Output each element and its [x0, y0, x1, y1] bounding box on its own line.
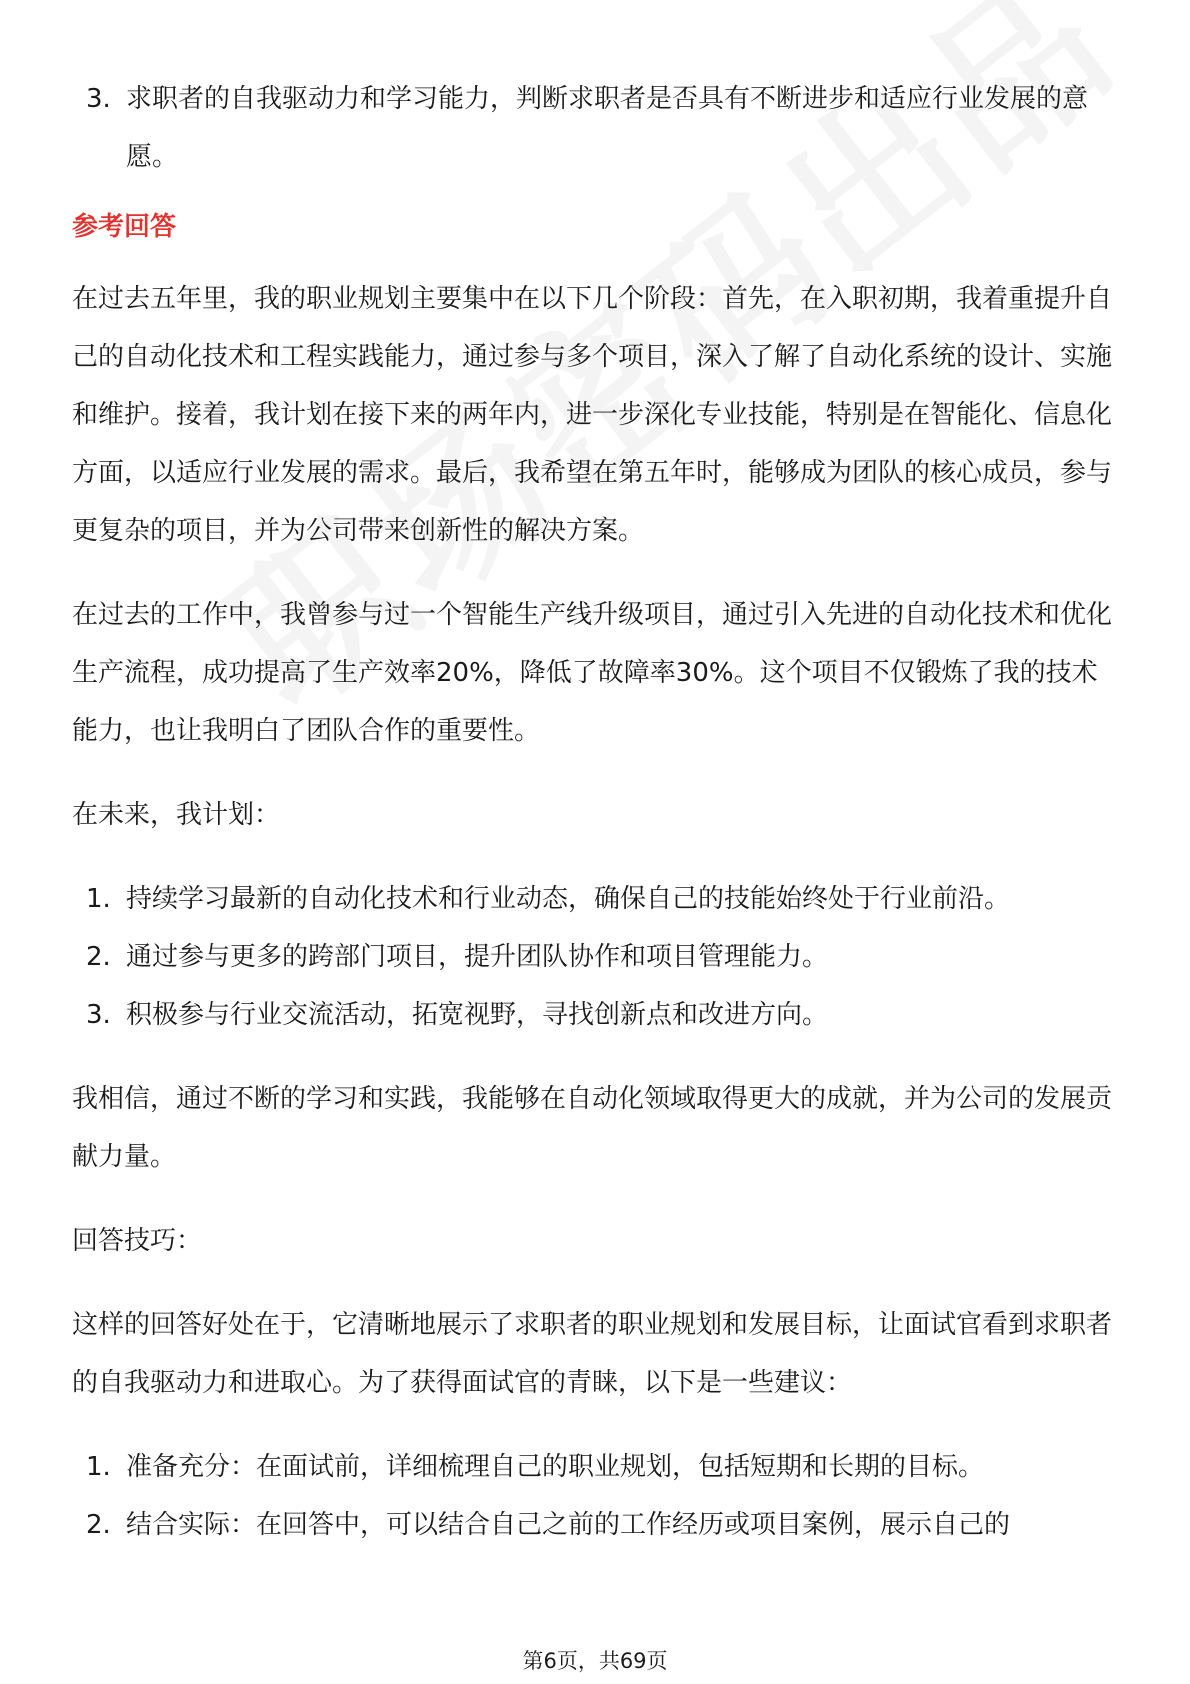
answer-paragraph-1: 在过去五年里，我的职业规划主要集中在以下几个阶段：首先，在入职初期，我着重提升自己的自动化技术和工程实践能力，通过参与多个项目，深入了解了自动化系统的设计、实施和维护。接着，我计划在接下来的两年内，进一步深化专业技能，特别是在智能化、信息化方面，以适应行业发展的需求。最后，我希望在第五年时，能够成为团队的核心成员，参与更复杂的项目，并为公司带来创新性的解决方案。	[72, 284, 1113, 546]
tips-list	[72, 1438, 1122, 1554]
list-text: 结合实际：在回答中，可以结合自己之前的工作经历或项目案例，展示自己的	[126, 1510, 1011, 1540]
list-item	[72, 70, 1122, 186]
answer-paragraph-4: 我相信，通过不断的学习和实践，我能够在自动化领域取得更大的成就，并为公司的发展贡献力量。	[72, 1084, 1113, 1172]
list-item	[72, 1438, 1122, 1496]
list-text: 积极参与行业交流活动，拓宽视野，寻找创新点和改进方向。	[126, 1000, 829, 1030]
list-number: 3.	[86, 84, 111, 114]
list-number: 1.	[86, 1452, 111, 1482]
evaluation-list	[72, 70, 1122, 186]
list-number: 2.	[86, 1510, 111, 1540]
list-text: 持续学习最新的自动化技术和行业动态，确保自己的技能始终处于行业前沿。	[126, 884, 1011, 914]
answer-paragraph-3: 在未来，我计划：	[72, 800, 281, 830]
answer-paragraph-2: 在过去的工作中，我曾参与过一个智能生产线升级项目，通过引入先进的自动化技术和优化生产流程，成功提高了生产效率20%，降低了故障率30%。这个项目不仅锻炼了我的技术能力，也让我明白了团队合作的重要性。	[72, 600, 1113, 746]
tips-label: 回答技巧：	[72, 1226, 203, 1256]
tips-paragraph: 这样的回答好处在于，它清晰地展示了求职者的职业规划和发展目标，让面试官看到求职者的自我驱动力和进取心。为了获得面试官的青睐，以下是一些建议：	[72, 1310, 1113, 1398]
list-item	[72, 1496, 1122, 1554]
list-number: 1.	[86, 884, 111, 914]
list-number: 3.	[86, 1000, 111, 1030]
list-text: 求职者的自我驱动力和学习能力，判断求职者是否具有不断进步和适应行业发展的意愿。	[126, 84, 1089, 172]
list-item	[72, 870, 1122, 928]
page-number: 第6页，共69页	[522, 1649, 668, 1673]
list-item	[72, 986, 1122, 1044]
plan-list	[72, 870, 1122, 1044]
list-item	[72, 928, 1122, 986]
list-number: 2.	[86, 942, 111, 972]
section-heading: 参考回答	[72, 212, 177, 242]
list-text: 准备充分：在面试前，详细梳理自己的职业规划，包括短期和长期的目标。	[126, 1452, 985, 1482]
page-content	[72, 70, 1122, 1554]
list-text: 通过参与更多的跨部门项目，提升团队协作和项目管理能力。	[126, 942, 829, 972]
